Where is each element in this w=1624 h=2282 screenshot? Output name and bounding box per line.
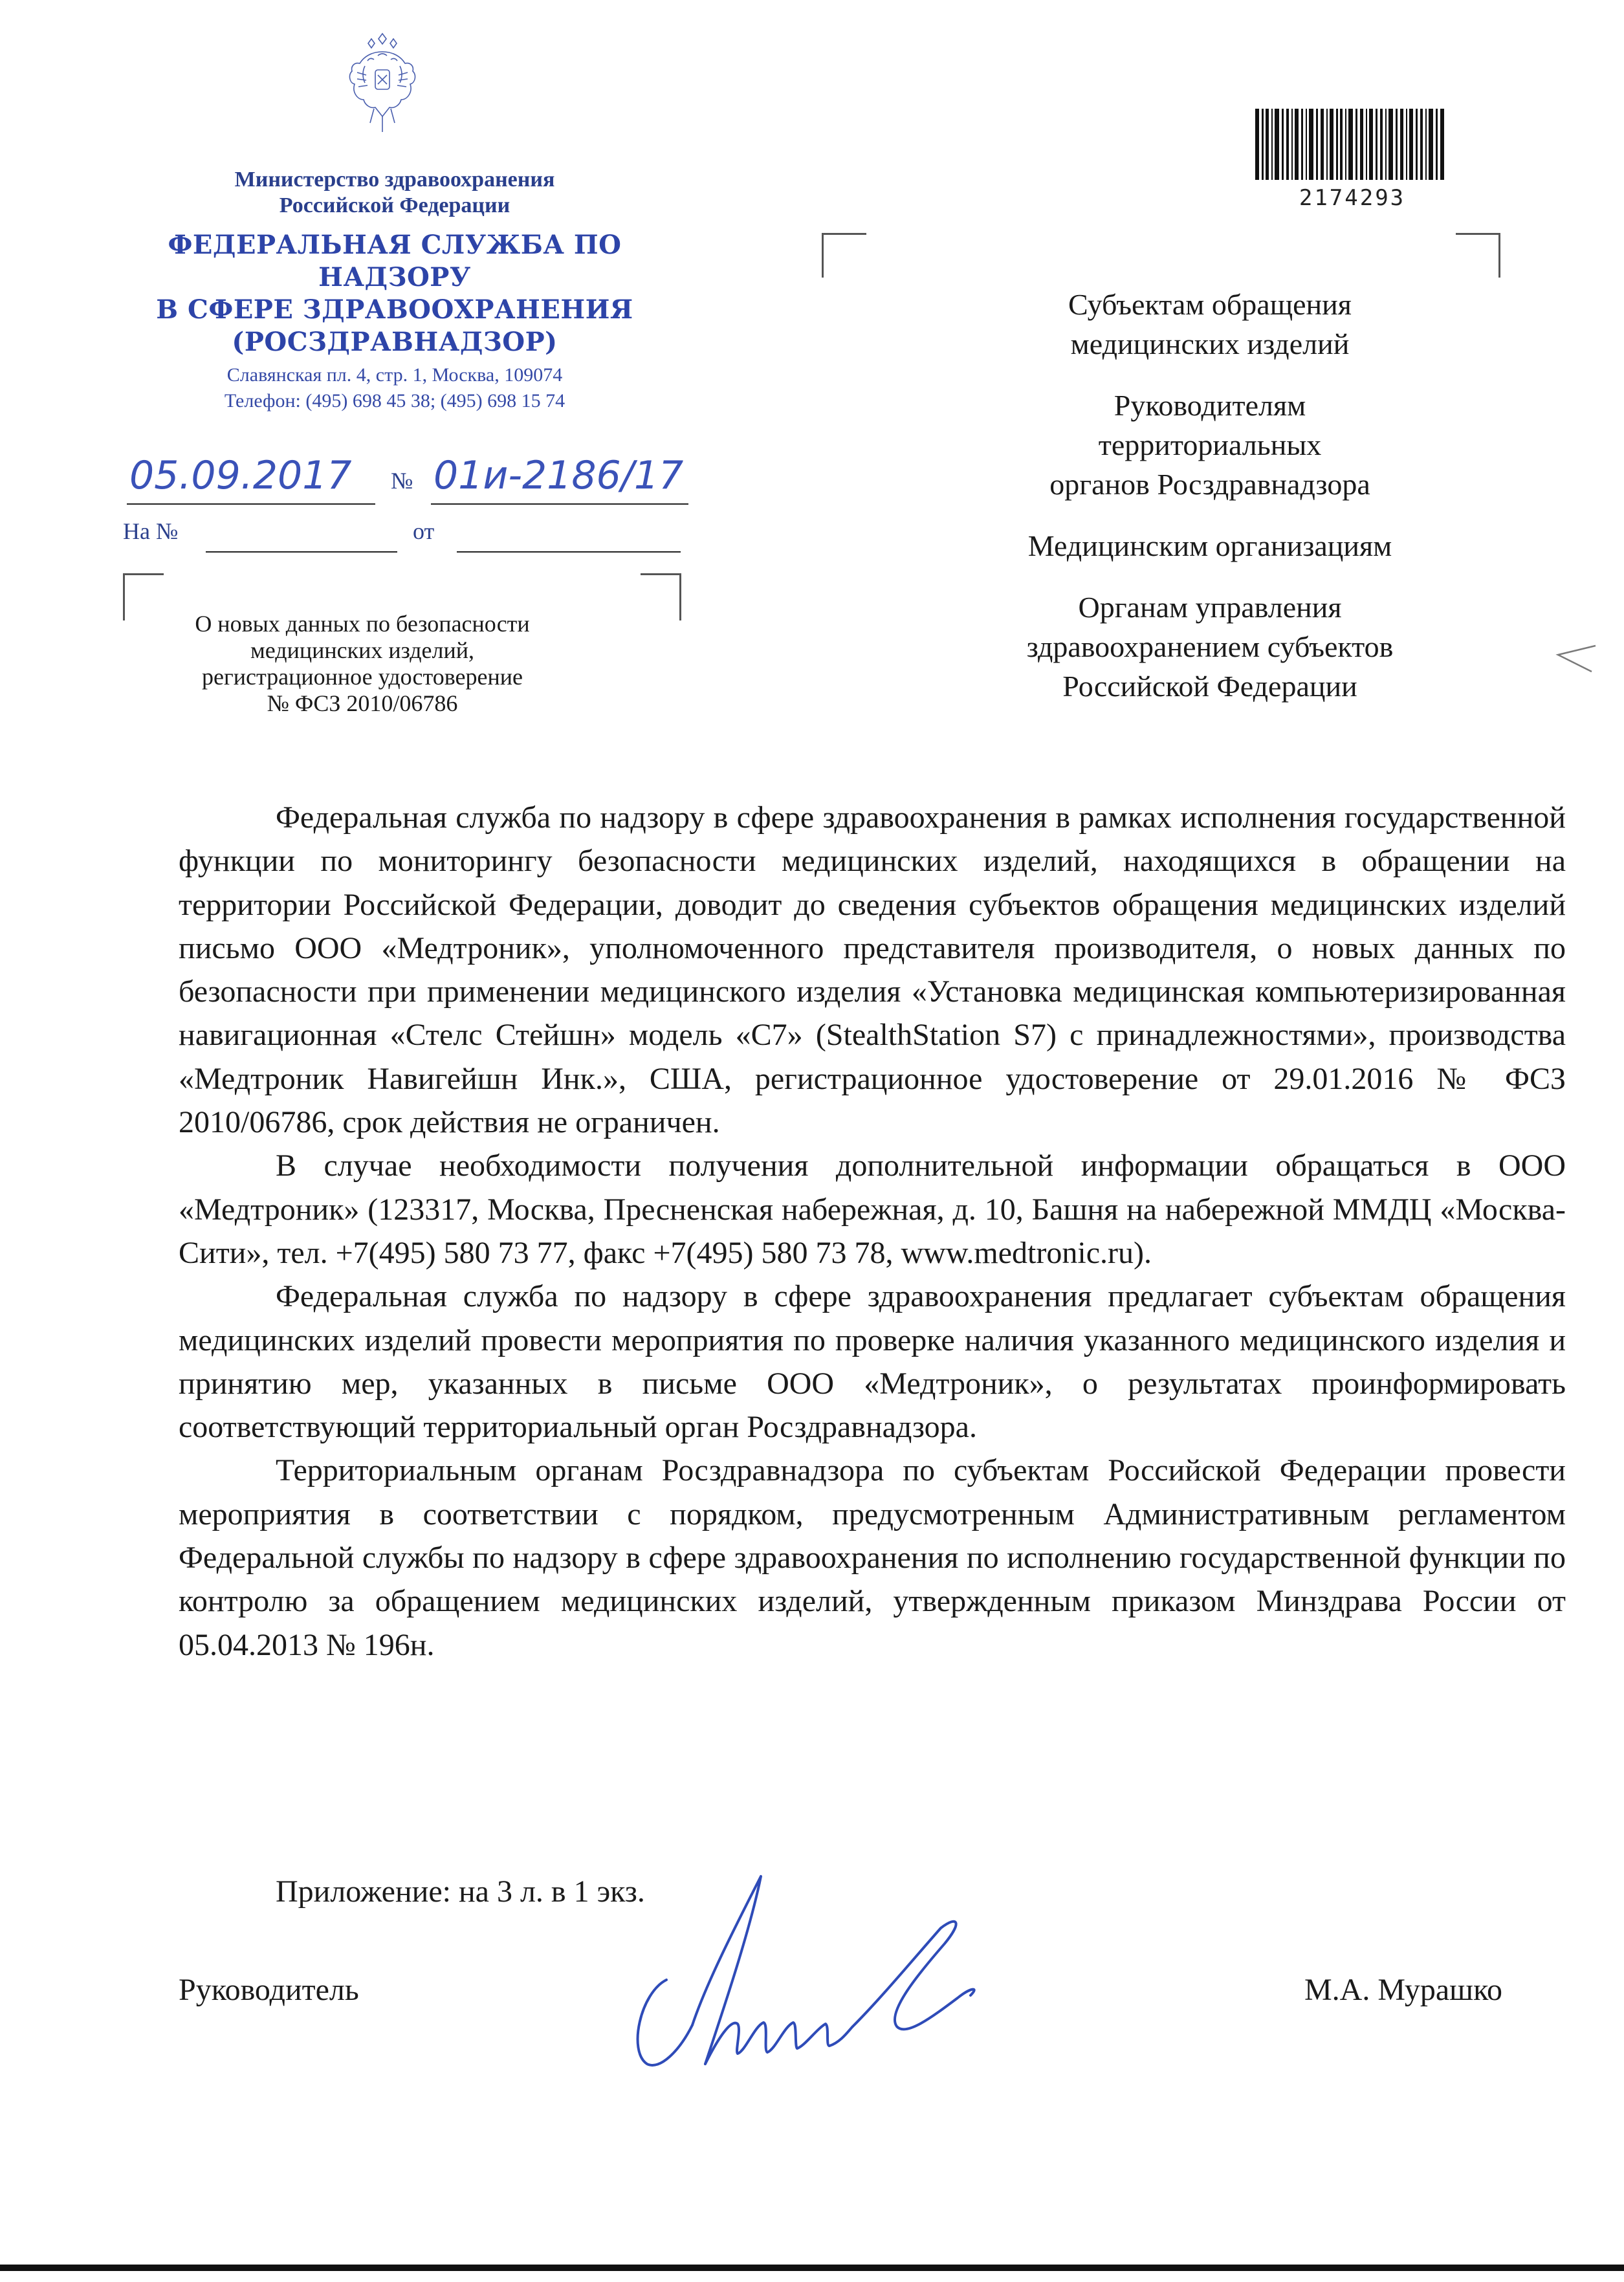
service-name [91,229,699,358]
addressee-group [899,587,1520,706]
subject-line-3: регистрационное удостоверение [201,664,523,690]
ministry-line-2: Российской Федерации [279,193,510,217]
addressee-line: органов Росздравнадзора [1049,468,1370,501]
service-line-1: ФЕДЕРАЛЬНАЯ СЛУЖБА ПО НАДЗОРУ [168,230,622,292]
addressee-line: Органам управления [1078,591,1342,624]
addressee-line: Руководителям [1114,389,1306,422]
reply-to-number-label: На № [123,518,179,544]
bottom-scan-edge [0,2265,1624,2271]
signature-icon [608,1857,1035,2103]
addressee-bracket-left [822,233,866,278]
addressee-line: территориальных [1098,428,1322,461]
barcode-number: 2174293 [1299,185,1406,211]
ministry-name [116,167,673,219]
addressee-line: медицинских изделий [1070,327,1350,360]
addressee-line: Российской Федерации [1062,670,1357,703]
body-paragraph: Территориальным органам Росздравнадзора по субъектам Российской Федерации провести мероприятия в соответствии с порядком, предусмотренным Административным регламентом Федеральной службы по надзору в сфере здравоохранения по исполнению государственной функции по контролю за обращением медицинских изделий, утвержденным приказом Минздрава России от 05.04.2013 № 196н. [179,1453,1566,1662]
margin-pen-mark [1553,641,1598,679]
barcode [1255,109,1447,180]
service-phone: Телефон: (495) 698 45 38; (495) 698 15 74 [224,390,565,411]
attachment-note: Приложение: на 3 л. в 1 экз. [276,1874,645,1909]
signatory-position: Руководитель [179,1973,359,2007]
addressee-group [899,386,1520,504]
addressee-group [899,285,1520,364]
number-underline [431,503,688,505]
letter-subject [104,611,621,717]
reply-from-label: от [413,518,435,544]
reply-number-underline [206,551,397,553]
letter-number: 01и-2186/17 [433,453,684,498]
letter-date: 05.09.2017 [129,453,352,498]
subject-line-2: медицинских изделий, [250,637,475,663]
letter-body [179,796,1566,1667]
addressee-line: Медицинским организациям [1027,529,1392,562]
addressee-line: Субъектам обращения [1068,288,1352,321]
reply-date-underline [457,551,681,553]
body-paragraph: В случае необходимости получения дополнительной информации обращаться в ООО «Медтроник» (123317, Москва, Пресненская набережная, д. 10, Башня на набережной ММДЦ «Москва-Сити», тел. +7(495) 580 73 77, факс +7(495) 580 73 78, www.medtronic.ru). [179,1148,1566,1270]
body-paragraph: Федеральная служба по надзору в сфере здравоохранения предлагает субъектам обращения медицинских изделий провести мероприятия по проверке наличия указанного медицинского изделия и принятию мер, указанных в письме ООО «Медтроник», о результатах проинформировать соответствующий территориальный орган Росздравнадзора. [179,1279,1566,1445]
ministry-line-1: Министерство здравоохранения [234,168,555,192]
body-paragraph: Федеральная служба по надзору в сфере здравоохранения в рамках исполнения государственной функции по мониторингу безопасности медицинских изделий, находящихся в обращении на территории Российской Федерации, доводит до сведения субъектов обращения медицинских изделий письмо ООО «Медтроник», уполномоченного представителя производителя, о новых данных по безопасности при применении медицинского изделия «Установка медицинская компьютеризированная навигационная «Стелс Стейшн» модель «С7» (StealthStation S7) с принадлежностями», производства «Медтроник Навигейшн Инк.», США, регистрационное удостоверение от 29.01.2016 № ФСЗ 2010/06786, срок действия не ограничен. [179,800,1566,1140]
addressee-bracket-right [1456,233,1500,278]
addressee-group [899,526,1520,565]
subject-bracket-right [641,573,681,620]
coat-of-arms-emblem-icon [346,32,419,137]
number-sign: № [391,468,413,494]
subject-line-4: № ФСЗ 2010/06786 [267,690,458,716]
service-line-2: В СФЕРЕ ЗДРАВООХРАНЕНИЯ [156,294,633,325]
service-address: Славянская пл. 4, стр. 1, Москва, 109074 [226,364,563,386]
addressee-line: здравоохранением субъектов [1026,630,1394,663]
signatory-name: М.А. Мурашко [1304,1973,1502,2007]
subject-line-1: О новых данных по безопасности [195,611,530,637]
service-contacts [116,362,673,414]
date-underline [127,503,375,505]
addressee-block [899,285,1520,728]
service-line-3: (РОСЗДРАВНАДЗОР) [232,327,558,357]
